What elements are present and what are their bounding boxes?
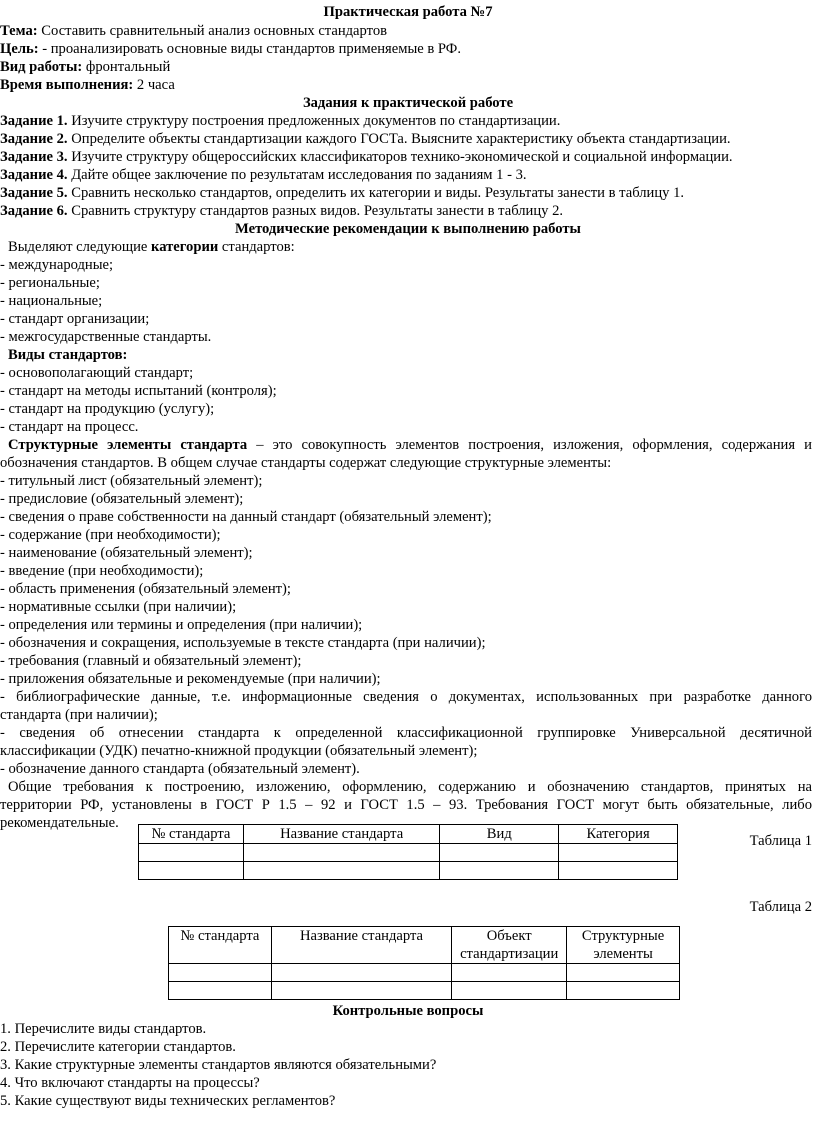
task-item bbox=[0, 148, 816, 166]
task-text: Изучите структуру построения предложенных документов по стандартизации. bbox=[67, 113, 561, 129]
table-cell[interactable] bbox=[440, 844, 559, 862]
table-cell[interactable] bbox=[567, 982, 680, 1000]
topic-label: Тема: bbox=[0, 23, 38, 39]
struct-item: - приложения обязательные и рекомендуемые (при наличии); bbox=[0, 671, 381, 687]
time-line bbox=[0, 76, 816, 94]
table2 bbox=[168, 926, 680, 1000]
task-label: Задание 5. bbox=[0, 185, 68, 201]
table-header-cell: Вид bbox=[440, 825, 559, 844]
table-row bbox=[169, 982, 680, 1000]
designation-line: - обозначение данного стандарта (обязательный элемент). bbox=[0, 761, 360, 777]
time-text: 2 часа bbox=[133, 77, 175, 93]
struct-item: - нормативные ссылки (при наличии); bbox=[0, 599, 237, 615]
struct-item: - обозначения и сокращения, используемые в тексте стандарта (при наличии); bbox=[0, 635, 486, 651]
topic-line bbox=[0, 22, 816, 40]
page-title: Практическая работа №7 bbox=[323, 4, 493, 20]
category-item: - стандарт организации; bbox=[0, 311, 150, 327]
table-header-cell: Структурные элементы bbox=[567, 927, 680, 964]
table-cell[interactable] bbox=[139, 844, 244, 862]
table-cell[interactable] bbox=[452, 982, 567, 1000]
table-header-cell: № стандарта bbox=[139, 825, 244, 844]
task-label: Задание 6. bbox=[0, 203, 68, 219]
task-text: Дайте общее заключение по результатам исследования по заданиям 1 - 3. bbox=[67, 167, 527, 183]
categories-keyword: категории bbox=[151, 239, 219, 255]
goal-line bbox=[0, 40, 816, 58]
categories-intro-text: Выделяют следующие bbox=[8, 239, 152, 255]
struct-item: - сведения о праве собственности на данный стандарт (обязательный элемент); bbox=[0, 509, 492, 525]
struct-definition-text: – это совокупность элементов построения, изложения, оформления, содержания и bbox=[247, 437, 812, 453]
table-cell[interactable] bbox=[243, 844, 440, 862]
struct-item: - требования (главный и обязательный элемент); bbox=[0, 653, 302, 669]
table2-caption: Таблица 2 bbox=[749, 899, 812, 915]
task-text: Определите объекты стандартизации каждого ГОСТа. Выясните характеристику объекта стандартизации. bbox=[67, 131, 731, 147]
task-item bbox=[0, 184, 816, 202]
struct-keyword: Структурные элементы стандарта bbox=[8, 437, 248, 453]
type-item: - стандарт на продукцию (услугу); bbox=[0, 401, 215, 417]
table-row bbox=[139, 844, 678, 862]
methods-heading: Методические рекомендации к выполнению работы bbox=[235, 221, 581, 237]
table-cell[interactable] bbox=[271, 964, 451, 982]
worktype-line bbox=[0, 58, 816, 76]
categories-intro-text: стандартов: bbox=[218, 239, 295, 255]
categories-intro bbox=[8, 238, 816, 256]
table-cell[interactable] bbox=[567, 964, 680, 982]
table-cell[interactable] bbox=[169, 982, 272, 1000]
type-item: - основополагающий стандарт; bbox=[0, 365, 194, 381]
general-requirements-line: Общие требования к построению, изложению, оформлению, содержанию и обозначению стандартов, принятых на bbox=[8, 779, 812, 795]
question-item: 3. Какие структурные элементы стандартов являются обязательными? bbox=[0, 1057, 437, 1073]
types-heading: Виды стандартов: bbox=[8, 347, 128, 363]
table-cell[interactable] bbox=[452, 964, 567, 982]
category-item: - региональные; bbox=[0, 275, 100, 291]
struct-item: - определения или термины и определения (при наличии); bbox=[0, 617, 363, 633]
table-row bbox=[139, 862, 678, 880]
task-text: Изучите структуру общероссийских классификаторов технико-экономической и социальной информации. bbox=[67, 149, 733, 165]
task-item bbox=[0, 202, 816, 220]
task-item bbox=[0, 130, 816, 148]
category-item: - межгосударственные стандарты. bbox=[0, 329, 212, 345]
task-item bbox=[0, 112, 816, 130]
tasks-heading: Задания к практической работе bbox=[302, 95, 514, 111]
udk-line: - сведения об отнесении стандарта к определенной классификационной группировке Универсальной десятичной bbox=[0, 725, 812, 741]
table-header-cell: № стандарта bbox=[169, 927, 272, 964]
table-header-row bbox=[169, 927, 680, 964]
table-cell[interactable] bbox=[169, 964, 272, 982]
type-item: - стандарт на методы испытаний (контроля); bbox=[0, 383, 277, 399]
question-item: 4. Что включают стандарты на процессы? bbox=[0, 1075, 260, 1091]
general-requirements-line: рекомендательные. bbox=[0, 815, 119, 831]
worktype-label: Вид работы: bbox=[0, 59, 83, 75]
category-item: - международные; bbox=[0, 257, 114, 273]
category-item: - национальные; bbox=[0, 293, 103, 309]
table1-caption: Таблица 1 bbox=[749, 833, 812, 849]
table-cell[interactable] bbox=[440, 862, 559, 880]
question-item: 1. Перечислите виды стандартов. bbox=[0, 1021, 207, 1037]
task-label: Задание 1. bbox=[0, 113, 68, 129]
struct-definition-line: обозначения стандартов. В общем случае стандарты содержат следующие структурные элементы: bbox=[0, 455, 612, 471]
task-text: Сравнить структуру стандартов разных видов. Результаты занести в таблицу 2. bbox=[67, 203, 564, 219]
table1 bbox=[138, 824, 678, 880]
table-cell[interactable] bbox=[271, 982, 451, 1000]
goal-text: - проанализировать основные виды стандартов применяемые в РФ. bbox=[38, 41, 461, 57]
table-header-cell: Объект стандартизации bbox=[452, 927, 567, 964]
questions-heading: Контрольные вопросы bbox=[332, 1003, 484, 1019]
table-cell[interactable] bbox=[559, 844, 678, 862]
question-item: 5. Какие существуют виды технических регламентов? bbox=[0, 1093, 336, 1109]
struct-item: - предисловие (обязательный элемент); bbox=[0, 491, 244, 507]
time-label: Время выполнения: bbox=[0, 77, 134, 93]
task-text: Сравнить несколько стандартов, определить их категории и виды. Результаты занести в таблицу 1. bbox=[67, 185, 685, 201]
table-header-row bbox=[139, 825, 678, 844]
general-requirements-line: территории РФ, установлены в ГОСТ Р 1.5 – 92 и ГОСТ 1.5 – 93. Требования ГОСТ могут быть обязательные, либо bbox=[0, 797, 812, 813]
question-item: 2. Перечислите категории стандартов. bbox=[0, 1039, 236, 1055]
goal-label: Цель: bbox=[0, 41, 39, 57]
task-label: Задание 3. bbox=[0, 149, 68, 165]
struct-definition-line bbox=[8, 436, 812, 454]
task-item bbox=[0, 166, 816, 184]
table-cell[interactable] bbox=[139, 862, 244, 880]
task-label: Задание 2. bbox=[0, 131, 68, 147]
biblio-line: стандарта (при наличии); bbox=[0, 707, 158, 723]
type-item: - стандарт на процесс. bbox=[0, 419, 139, 435]
topic-text: Составить сравнительный анализ основных стандартов bbox=[37, 23, 388, 39]
udk-line: классификации (УДК) печатно-книжной продукции (обязательный элемент); bbox=[0, 743, 478, 759]
struct-item: - содержание (при необходимости); bbox=[0, 527, 221, 543]
table-row bbox=[169, 964, 680, 982]
table-header-cell: Название стандарта bbox=[271, 927, 451, 964]
table-cell[interactable] bbox=[243, 862, 440, 880]
worktype-text: фронтальный bbox=[82, 59, 171, 75]
struct-item: - титульный лист (обязательный элемент); bbox=[0, 473, 263, 489]
struct-item: - область применения (обязательный элемент); bbox=[0, 581, 291, 597]
biblio-line: - библиографические данные, т.е. информационные сведения о документах, использованных при разработке данного bbox=[0, 689, 812, 705]
table-cell[interactable] bbox=[559, 862, 678, 880]
struct-item: - наименование (обязательный элемент); bbox=[0, 545, 253, 561]
struct-item: - введение (при необходимости); bbox=[0, 563, 204, 579]
table-header-cell: Категория bbox=[559, 825, 678, 844]
table-header-cell: Название стандарта bbox=[243, 825, 440, 844]
task-label: Задание 4. bbox=[0, 167, 68, 183]
